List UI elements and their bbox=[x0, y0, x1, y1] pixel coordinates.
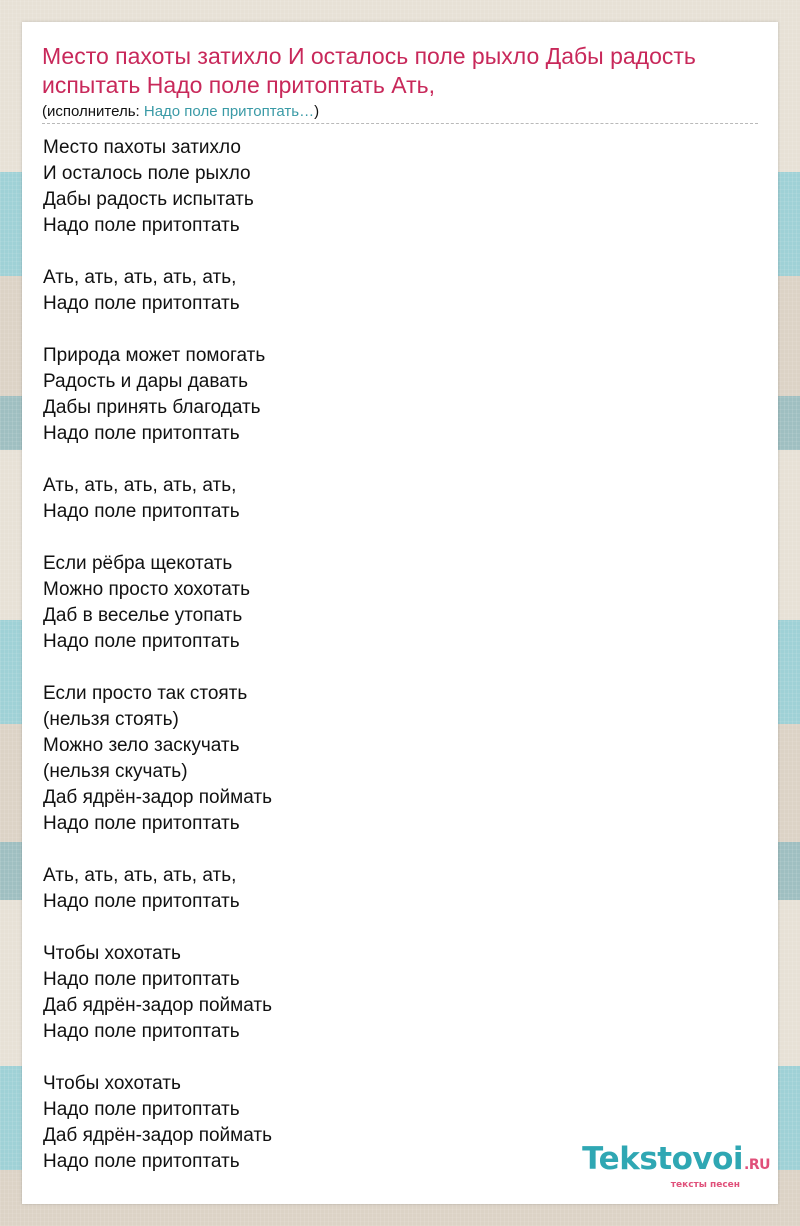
lyrics-line: Можно просто хохотать bbox=[43, 579, 251, 600]
lyrics-line: Надо поле притоптать bbox=[43, 501, 240, 522]
song-title: Место пахоты затихло И осталось поле рыхло Дабы радость испытать Надо поле притоптать Ать, bbox=[42, 43, 696, 98]
lyrics-line: Ать, ать, ать, ать, ать, bbox=[43, 267, 237, 288]
lyrics-line: Надо поле притоптать bbox=[43, 215, 240, 236]
lyrics-line: И осталось поле рыхло bbox=[43, 163, 251, 184]
lyrics-line: Надо поле притоптать bbox=[43, 423, 240, 444]
lyrics-line: Если просто так стоять bbox=[43, 683, 248, 704]
lyrics-line: Надо поле притоптать bbox=[43, 293, 240, 314]
logo-name: Tekstovoi bbox=[582, 1141, 744, 1177]
lyrics-stanza bbox=[43, 473, 743, 525]
logo-tagline: тексты песен bbox=[670, 1180, 740, 1190]
lyrics-line: Надо поле притоптать bbox=[43, 631, 240, 652]
lyrics-line: Даб ядрён-задор поймать bbox=[43, 1125, 272, 1146]
lyrics-line: Радость и дары давать bbox=[43, 371, 248, 392]
site-logo[interactable] bbox=[582, 1142, 770, 1190]
lyrics-line: Природа может помогать bbox=[43, 345, 266, 366]
lyrics-line: Даб ядрён-задор поймать bbox=[43, 995, 272, 1016]
lyrics-line: (нельзя скучать) bbox=[43, 761, 188, 782]
lyrics-line: Надо поле притоптать bbox=[43, 969, 240, 990]
logo-tld: .RU bbox=[744, 1157, 770, 1173]
lyrics-line: Чтобы хохотать bbox=[43, 943, 181, 964]
lyrics-line: Ать, ать, ать, ать, ать, bbox=[43, 475, 237, 496]
lyrics-line: Даб в веселье утопать bbox=[43, 605, 243, 626]
lyrics-card bbox=[22, 22, 778, 1204]
title-divider bbox=[42, 123, 758, 124]
lyrics-line: Надо поле притоптать bbox=[43, 1021, 240, 1042]
lyrics-stanza bbox=[43, 135, 743, 239]
lyrics-stanza bbox=[43, 265, 743, 317]
lyrics-stanza bbox=[43, 343, 743, 447]
lyrics-line: Даб ядрён-задор поймать bbox=[43, 787, 272, 808]
lyrics-line: Дабы принять благодать bbox=[43, 397, 261, 418]
lyrics-line: Место пахоты затихло bbox=[43, 137, 241, 158]
lyrics-line: Надо поле притоптать bbox=[43, 813, 240, 834]
lyrics-line: Ать, ать, ать, ать, ать, bbox=[43, 865, 237, 886]
lyrics-stanza bbox=[43, 941, 743, 1045]
lyrics-line: Если рёбра щекотать bbox=[43, 553, 233, 574]
lyrics-line: Надо поле притоптать bbox=[43, 1151, 240, 1172]
lyrics-stanza bbox=[43, 681, 743, 837]
performer-suffix: ) bbox=[314, 103, 320, 120]
lyrics-stanza bbox=[43, 863, 743, 915]
performer-link[interactable]: Надо поле притоптать… bbox=[143, 103, 315, 120]
lyrics-line: Надо поле притоптать bbox=[43, 1099, 240, 1120]
lyrics-line: Надо поле притоптать bbox=[43, 891, 240, 912]
lyrics-body bbox=[43, 135, 743, 1201]
performer-prefix: (исполнитель: bbox=[42, 103, 144, 120]
lyrics-line: Чтобы хохотать bbox=[43, 1073, 181, 1094]
logo-wordmark bbox=[582, 1142, 770, 1182]
lyrics-line: (нельзя стоять) bbox=[43, 709, 179, 730]
lyrics-line: Дабы радость испытать bbox=[43, 189, 254, 210]
lyrics-stanza bbox=[43, 551, 743, 655]
performer-line bbox=[42, 103, 319, 121]
lyrics-line: Можно зело заскучать bbox=[43, 735, 240, 756]
